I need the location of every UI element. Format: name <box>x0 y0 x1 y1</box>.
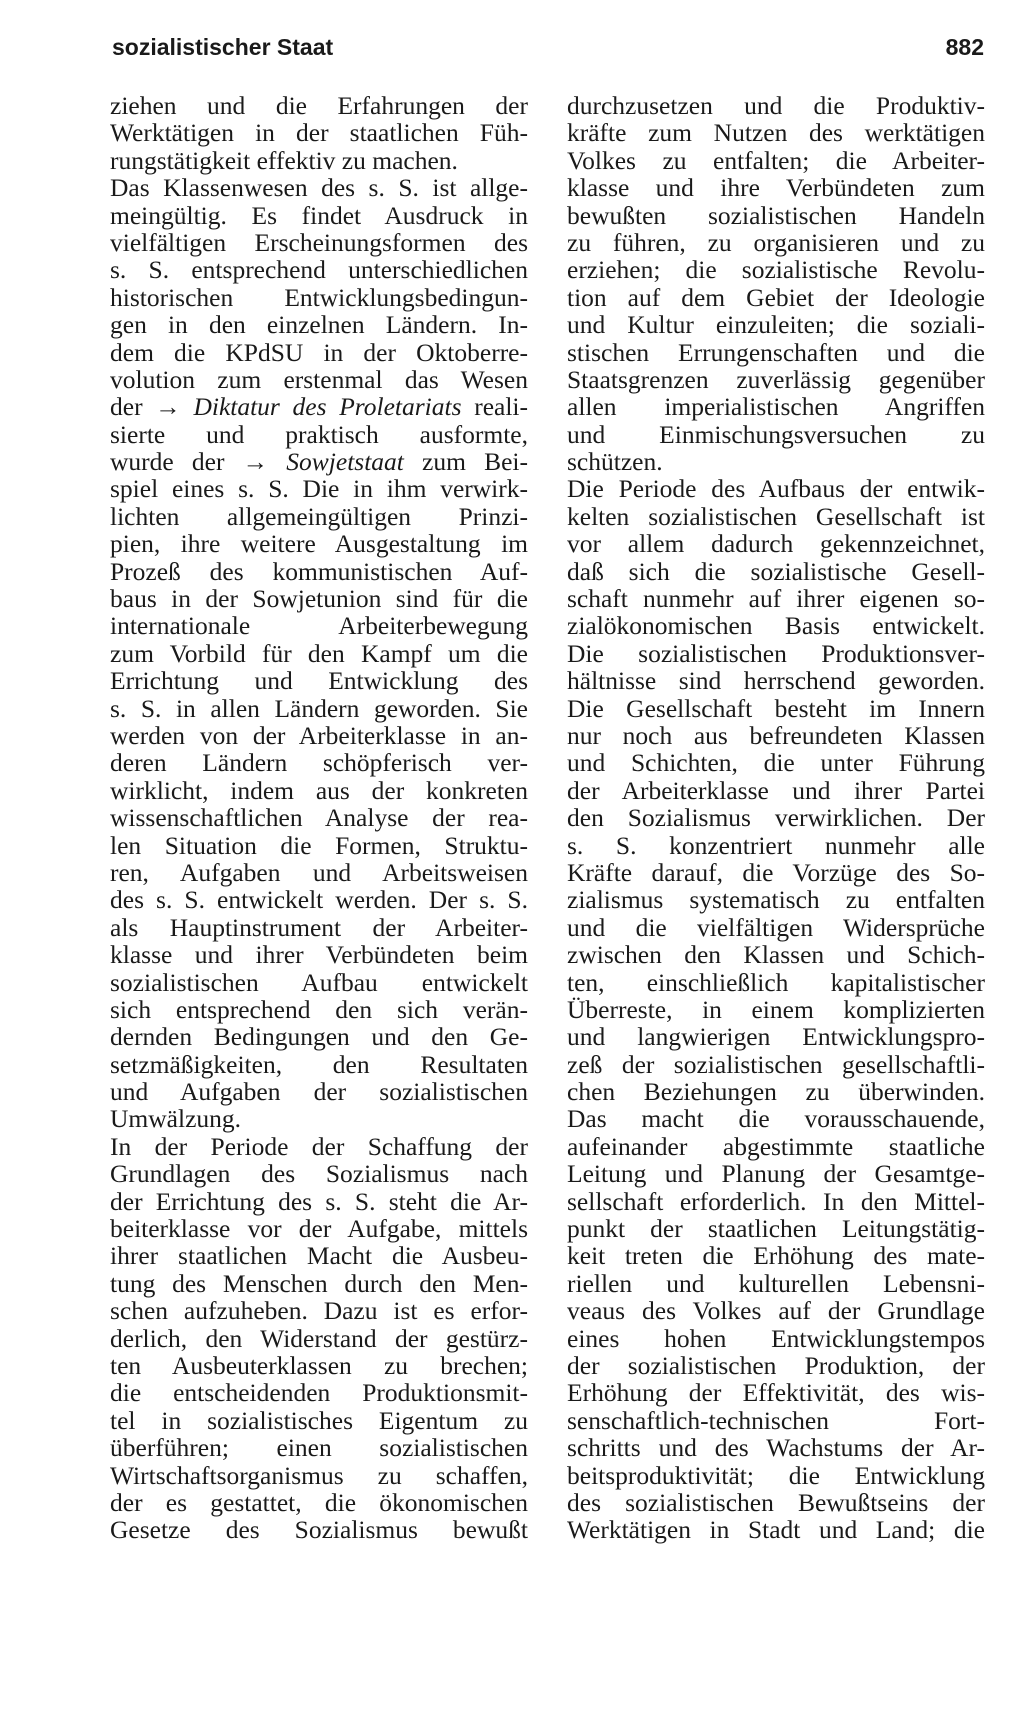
text-line: Werktätigen in Stadt und Land; die <box>567 1515 985 1545</box>
text-line: ren, Aufgaben und Arbeitsweisen <box>110 857 528 887</box>
text-line: klasse und ihre Verbündeten zum <box>567 173 985 203</box>
cross-reference-term: Sowjetstaat <box>286 447 404 477</box>
text-line: derlich, den Widerstand der gestürz- <box>110 1323 528 1353</box>
text-line: Erhöhung der Effektivität, des wis- <box>567 1378 985 1408</box>
text-line: Umwälzung. <box>110 1104 242 1134</box>
text-column-left <box>110 92 528 1544</box>
text-line: In der Periode der Schaffung der <box>110 1131 528 1161</box>
text-line: Leitung und Planung der Gesamtge- <box>567 1159 985 1189</box>
text-line: zeß der sozialistischen gesellschaftli- <box>567 1049 985 1079</box>
text-line: schen aufzuheben. Dazu ist es erfor- <box>110 1296 528 1326</box>
text-fragment: → <box>155 392 194 422</box>
text-line: beiterklasse vor der Aufgabe, mittels <box>110 1214 528 1244</box>
text-line: sellschaft erforderlich. In den Mittel- <box>567 1186 985 1216</box>
text-fragment: der <box>110 392 156 422</box>
text-line: und die vielfältigen Widersprüche <box>567 912 985 942</box>
text-line: ziehen und die Erfahrungen der <box>110 91 528 120</box>
text-line: Staatsgrenzen zuverlässig gegenüber <box>567 364 985 394</box>
text-line: kelten sozialistischen Gesellschaft ist <box>567 501 985 531</box>
text-line: bewußten sozialistischen Handeln <box>567 200 985 230</box>
text-line: allen imperialistischen Angriffen <box>567 392 985 422</box>
text-line: historischen Entwicklungsbedingun- <box>110 282 528 312</box>
text-line: s. S. in allen Ländern geworden. Sie <box>110 693 528 723</box>
running-head-title: sozialistischer Staat <box>112 34 334 60</box>
text-line: riellen und kulturellen Lebensni- <box>567 1268 985 1298</box>
text-line: und Schichten, die unter Führung <box>567 748 985 778</box>
text-line: wissenschaftlichen Analyse der rea- <box>110 803 528 833</box>
text-line: baus in der Sowjetunion sind für die <box>110 584 528 614</box>
cross-reference-term: Diktatur des Proletariats <box>193 392 462 422</box>
text-line: deren Ländern schöpferisch ver- <box>110 748 528 778</box>
text-line: Grundlagen des Sozialismus nach <box>110 1159 528 1189</box>
text-line: und Kultur einzuleiten; die soziali- <box>567 310 985 340</box>
text-line: tel in sozialistisches Eigentum zu <box>110 1405 528 1435</box>
text-line: zum Vorbild für den Kampf um die <box>110 638 528 668</box>
text-line: als Hauptinstrument der Arbeiter- <box>110 912 528 942</box>
text-line: ten, einschließlich kapitalistischer <box>567 967 985 997</box>
running-head <box>112 34 984 70</box>
text-line: und Aufgaben der sozialistischen <box>110 1077 528 1107</box>
text-line: wirklicht, indem aus der konkreten <box>110 775 528 805</box>
text-line: veaus des Volkes auf der Grundlage <box>567 1296 985 1326</box>
text-line: dem die KPdSU in der Oktoberre- <box>110 337 528 367</box>
text-line: pien, ihre weitere Ausgestaltung im <box>110 529 528 559</box>
text-line: kräfte zum Nutzen des werktätigen <box>567 118 985 148</box>
text-line: Überreste, in einem komplizierten <box>567 994 985 1024</box>
text-line: Errichtung und Entwicklung des <box>110 666 528 696</box>
text-line: dernden Bedingungen und den Ge- <box>110 1022 528 1052</box>
text-line: des s. S. entwickelt werden. Der s. S. <box>110 885 528 915</box>
text-line: schritts und des Wachstums der Ar- <box>567 1433 985 1463</box>
text-line: ten Ausbeuterklassen zu brechen; <box>110 1350 528 1380</box>
text-line: tung des Menschen durch den Men- <box>110 1268 528 1298</box>
text-line: Das macht die vorausschauende, <box>567 1104 985 1134</box>
text-line: sozialistischen Aufbau entwickelt <box>110 967 528 997</box>
text-line: und langwierigen Entwicklungspro- <box>567 1022 985 1052</box>
text-fragment: wurde der <box>110 447 243 477</box>
text-line: und Einmischungsversuchen zu <box>567 419 985 449</box>
text-line: Kräfte darauf, die Vorzüge des So- <box>567 857 985 887</box>
text-line: die entscheidenden Produktionsmit- <box>110 1378 528 1408</box>
text-line: chen Beziehungen zu überwinden. <box>567 1077 985 1107</box>
text-line: lichten allgemeingültigen Prinzi- <box>110 501 528 531</box>
text-line: Volkes zu entfalten; die Arbeiter- <box>567 145 985 175</box>
text-line: senschaftlich-technischen Fort- <box>567 1405 985 1435</box>
text-line: eines hohen Entwicklungstempos <box>567 1323 985 1353</box>
text-line: rungstätigkeit effektiv zu machen. <box>110 145 458 175</box>
text-line: der Arbeiterklasse und ihrer Partei <box>567 775 985 805</box>
text-line: s. S. konzentriert nunmehr alle <box>567 830 985 860</box>
text-line: der Errichtung des s. S. steht die Ar- <box>110 1186 528 1216</box>
text-line: den Sozialismus verwirklichen. Der <box>567 803 985 833</box>
text-line: zwischen den Klassen und Schich- <box>567 940 985 970</box>
text-line: beitsproduktivität; die Entwicklung <box>567 1460 985 1490</box>
text-line: spiel eines s. S. Die in ihm verwirk- <box>110 474 528 504</box>
text-line: Die Periode des Aufbaus der entwik- <box>567 474 985 504</box>
text-line: durchzusetzen und die Produktiv- <box>567 91 985 120</box>
text-line: zialökonomischen Basis entwickelt. <box>567 611 985 641</box>
text-line: schaft nunmehr auf ihrer eigenen so- <box>567 584 985 614</box>
text-line: Das Klassenwesen des s. S. ist allge- <box>110 173 528 203</box>
text-line: zu führen, zu organisieren und zu <box>567 227 985 257</box>
page-number: 882 <box>945 34 984 60</box>
text-line: s. S. entsprechend unterschiedlichen <box>110 255 528 285</box>
text-line: Werktätigen in der staatlichen Füh- <box>110 118 528 148</box>
text-line: daß sich die sozialistische Gesell- <box>567 556 985 586</box>
text-line: der es gestattet, die ökonomischen <box>110 1487 528 1517</box>
text-line: Prozeß des kommunistischen Auf- <box>110 556 528 586</box>
text-column-right <box>567 92 985 1544</box>
text-line: len Situation die Formen, Struktu- <box>110 830 528 860</box>
text-line: erziehen; die sozialistische Revolu- <box>567 255 985 285</box>
text-line: nur noch aus befreundeten Klassen <box>567 720 985 750</box>
text-line: Wirtschaftsorganismus zu schaffen, <box>110 1460 528 1490</box>
text-line: tion auf dem Gebiet der Ideologie <box>567 282 985 312</box>
text-line: vor allem dadurch gekennzeichnet, <box>567 529 985 559</box>
text-line: Die Gesellschaft besteht im Innern <box>567 693 985 723</box>
text-line: Die sozialistischen Produktionsver- <box>567 638 985 668</box>
text-line: setzmäßigkeiten, den Resultaten <box>110 1049 528 1079</box>
text-line: aufeinander abgestimmte staatliche <box>567 1131 985 1161</box>
text-line: stischen Errungenschaften und die <box>567 337 985 367</box>
text-line: überführen; einen sozialistischen <box>110 1433 528 1463</box>
text-line: ihrer staatlichen Macht die Ausbeu- <box>110 1241 528 1271</box>
text-line: Gesetze des Sozialismus bewußt <box>110 1515 528 1545</box>
text-line: hältnisse sind herrschend geworden. <box>567 666 985 696</box>
text-line <box>110 448 528 475</box>
text-line <box>110 393 528 420</box>
text-line: punkt der staatlichen Leitungstätig- <box>567 1214 985 1244</box>
text-line: zialismus systematisch zu entfalten <box>567 885 985 915</box>
text-line: der sozialistischen Produktion, der <box>567 1350 985 1380</box>
text-line: internationale Arbeiterbewegung <box>110 611 528 641</box>
text-line: volution zum erstenmal das Wesen <box>110 364 528 394</box>
text-line: sich entsprechend den sich verän- <box>110 994 528 1024</box>
text-fragment: → <box>242 447 287 477</box>
text-line: schützen. <box>567 447 663 477</box>
text-line: vielfältigen Erscheinungsformen des <box>110 227 528 257</box>
text-line: des sozialistischen Bewußtseins der <box>567 1487 985 1517</box>
text-line: meingültig. Es findet Ausdruck in <box>110 200 528 230</box>
text-line: keit treten die Erhöhung des mate- <box>567 1241 985 1271</box>
text-line: sierte und praktisch ausformte, <box>110 419 528 449</box>
text-fragment: zum Bei- <box>403 447 528 477</box>
text-fragment: reali- <box>461 392 529 422</box>
text-line: werden von der Arbeiterklasse in an- <box>110 720 528 750</box>
text-line: gen in den einzelnen Ländern. In- <box>110 310 528 340</box>
text-line: klasse und ihrer Verbündeten beim <box>110 940 528 970</box>
